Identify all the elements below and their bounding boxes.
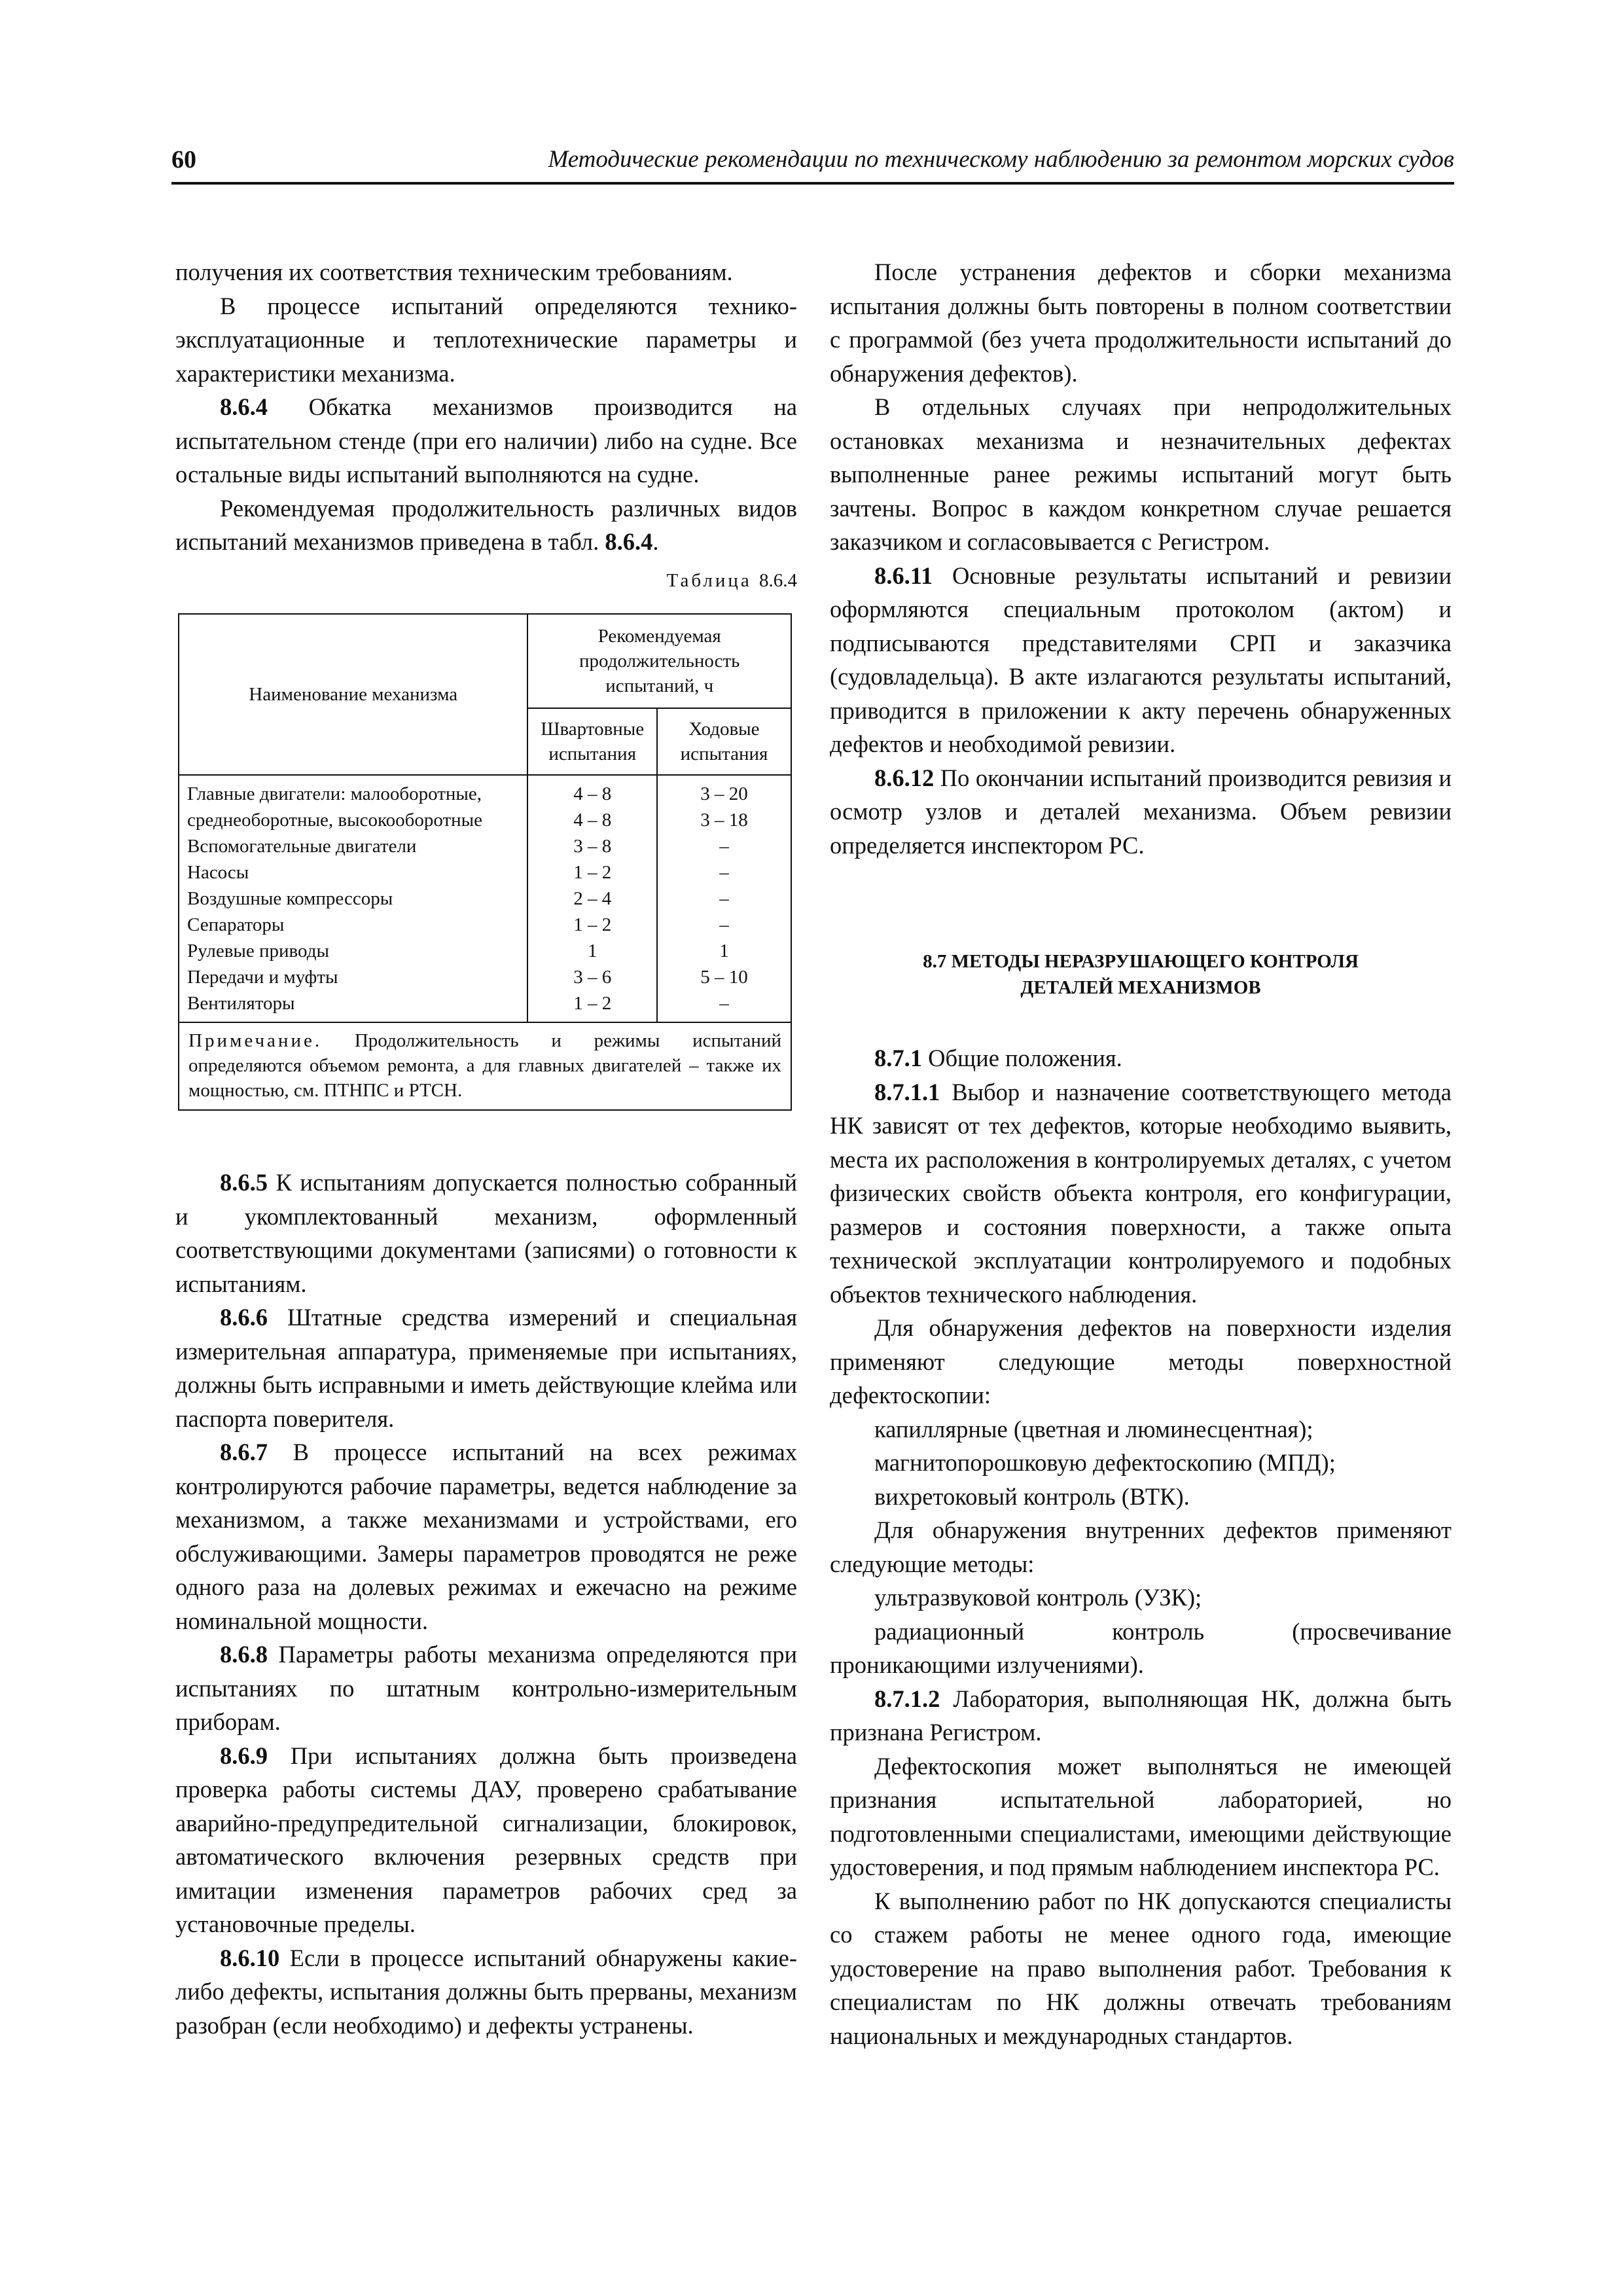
clause-number: 8.7.1.1	[874, 1078, 940, 1105]
table-cell: 3 – 20	[700, 783, 748, 804]
clause-text: Лаборатория, выполняющая НК, должна быть признана Регистром.	[830, 1685, 1452, 1746]
column-header-mechanism: Наименование механизма	[179, 614, 527, 775]
clause-number: 8.6.12	[874, 764, 935, 791]
clause-text: В процессе испытаний на всех режимах контролируются рабочие параметры, ведется наблюдение за механизмом, а также механизмами и устройствами, его обслуживающими. Замеры параметров проводятся не реже одного раза на долевых режимах и ежечасно на режиме номинальной мощности.	[175, 1439, 797, 1634]
table-cell: –	[719, 914, 729, 935]
paragraph-8-6-9	[175, 1739, 797, 1941]
paragraph-8-6-11	[830, 559, 1452, 761]
paragraph: В процессе испытаний определяются технико-эксплуатационные и теплотехнические параметры и характеристики механизма.	[175, 292, 797, 387]
table-cell: Вентиляторы	[187, 993, 295, 1014]
table-note	[179, 1022, 791, 1110]
list-item: радиационный контроль (просвечивание проникающими излучениями).	[830, 1617, 1452, 1678]
paragraph: После устранения дефектов и сборки механизма испытания должны быть повторены в полном соответствии с программой (без учета продолжительности испытаний до обнаружения дефектов).	[830, 259, 1452, 387]
paragraph-8-7-1-1	[830, 1075, 1452, 1312]
clause-text: К испытаниям допускается полностью собранный и укомплектованный механизм, оформленный соответствующими документами (записями) о готовности к испытаниям.	[175, 1169, 797, 1297]
mooring-values-cell	[527, 775, 657, 1022]
table-cell: 3 – 18	[700, 810, 748, 831]
table-reference: 8.6.4	[605, 528, 653, 555]
list-item: вихретоковый контроль (ВТК).	[874, 1482, 1190, 1510]
paragraph-8-6-5	[175, 1166, 797, 1300]
table-cell: –	[719, 836, 729, 857]
table-cell: 1 – 2	[573, 914, 612, 935]
table-cell: 2 – 4	[573, 888, 612, 909]
clause-number: 8.7.1.2	[874, 1685, 940, 1712]
paragraph-8-6-10	[175, 1941, 797, 2043]
table-cell: 3 – 6	[573, 967, 612, 988]
clause-number: 8.6.11	[874, 562, 933, 589]
clause-number: 8.6.10	[220, 1944, 280, 1971]
column-header-mooring: Швартовные испытания	[527, 708, 657, 775]
table-cell: –	[719, 862, 729, 883]
list-item: магнитопорошковую дефектоскопию (МПД);	[874, 1449, 1336, 1476]
paragraph-8-7-1	[830, 1041, 1452, 1075]
page-header	[171, 143, 1454, 185]
table-cell: Насосы	[187, 862, 249, 883]
table-cell: 4 – 8	[573, 783, 612, 804]
list-item: ультразвуковой контроль (УЗК);	[874, 1584, 1202, 1611]
table-cell: Передачи и муфты	[187, 967, 338, 988]
table-cell: –	[719, 993, 729, 1014]
table-cell: 1 – 2	[573, 862, 612, 883]
clause-number: 8.6.7	[220, 1439, 268, 1465]
clause-text: Общие положения.	[922, 1045, 1122, 1071]
paragraph-8-6-6	[175, 1300, 797, 1435]
paragraph: Для обнаружения дефектов на поверхности изделия применяют следующие методы поверхностной дефектоскопии:	[830, 1314, 1452, 1408]
table-cell: 3 – 8	[573, 836, 612, 857]
clause-text: По окончании испытаний производится ревизия и осмотр узлов и деталей механизма. Объем ревизии определяется инспектором РС.	[830, 764, 1452, 859]
punctuation: .	[652, 528, 659, 555]
clause-text: Штатные средства измерений и специальная измерительная аппаратура, применяемые при испытаниях, должны быть исправными и иметь действующие клейма или паспорта поверителя.	[175, 1304, 797, 1432]
section-title-line: 8.7 МЕТОДЫ НЕРАЗРУШАЮЩЕГО КОНТРОЛЯ	[923, 951, 1359, 972]
paragraph: Дефектоскопия может выполняться не имеющей признания испытательной лабораторией, но подготовленными специалистами, имеющими действующие удостоверения, и под прямым наблюдением инспектора РС.	[830, 1752, 1452, 1880]
table-cell: 1	[719, 941, 729, 961]
left-column	[175, 255, 797, 2042]
table-cell: среднеоборотные, высокооборотные	[187, 810, 483, 831]
right-column	[830, 255, 1452, 2053]
paragraph	[175, 492, 797, 559]
clause-text: Основные результаты испытаний и ревизии оформляются специальным протоколом (актом) и подписываются представителями СРП и заказчика (судовладельца). В акте излагаются результаты испытаний, приводится в приложении к акту перечень обнаруженных дефектов и необходимой ревизии.	[830, 562, 1452, 757]
clause-text: Выбор и назначение соответствующего метода НК зависят от тех дефектов, которые необходимо выявить, места их расположения в контролируемых деталях, с учетом физических свойств объекта контроля, его конфигурации, размеров и состояния поверхности, а также опыта технической эксплуатации контролируемого и подобных объектов технического наблюдения.	[830, 1078, 1452, 1308]
clause-number: 8.7.1	[874, 1045, 922, 1071]
clause-text: При испытаниях должна быть произведена проверка работы системы ДАУ, проверено срабатывание аварийно-предупредительной сигнализации, блокировок, автоматического включения резервных средств при имитации изменения параметров рабочих сред за установочные пределы.	[175, 1742, 797, 1937]
clause-number: 8.6.6	[220, 1304, 268, 1331]
table-cell: 5 – 10	[700, 967, 748, 988]
table-cell: Главные двигатели: малооборотные,	[187, 783, 482, 804]
page-number: 60	[171, 146, 196, 173]
paragraph-text: Рекомендуемая продолжительность различных видов испытаний механизмов приведена в табл.	[175, 494, 797, 555]
clause-number: 8.6.4	[220, 393, 268, 420]
clause-text: Параметры работы механизма определяются при испытаниях по штатным контрольно-измерительным приборам.	[175, 1641, 797, 1735]
mechanism-names-cell	[179, 775, 527, 1022]
sea-values-cell	[657, 775, 791, 1022]
clause-text: Если в процессе испытаний обнаружены какие-либо дефекты, испытания должны быть прерваны, механизм разобран (если необходимо) и дефекты устранены.	[175, 1944, 797, 2039]
paragraph-8-6-8	[175, 1638, 797, 1739]
paragraph-8-6-7	[175, 1435, 797, 1638]
note-text: Продолжительность и режимы испытаний определяются объемом ремонта, а для главных двигателей – также их мощностью, см. ПТНПС и РТСН.	[188, 1030, 781, 1101]
table-cell: Сепараторы	[187, 914, 285, 935]
clause-number: 8.6.5	[220, 1169, 268, 1196]
running-title: Методические рекомендации по техническому наблюдению за ремонтом морских судов	[548, 146, 1454, 173]
paragraph-8-6-4	[175, 390, 797, 492]
clause-number: 8.6.8	[220, 1641, 268, 1668]
clause-text: Обкатка механизмов производится на испытательном стенде (при его наличии) либо на судне. Все остальные виды испытаний выполняются на судне.	[175, 393, 797, 488]
table-cell: 1	[587, 941, 597, 961]
table-cell: –	[719, 888, 729, 909]
paragraph: В отдельных случаях при непродолжительных остановках механизма и незначительных дефектах выполненные ранее режимы испытаний могут быть зачтены. Вопрос в каждом конкретном случае решается заказчиком и согласовывается с Регистром.	[830, 393, 1452, 555]
table-cell: Воздушные компрессоры	[187, 888, 393, 909]
clause-number: 8.6.9	[220, 1742, 268, 1769]
column-header-group: Рекомендуемая продолжительность испытаний, ч	[527, 614, 791, 708]
paragraph-8-7-1-2	[830, 1682, 1452, 1749]
table-caption-word: Таблица	[666, 569, 752, 591]
paragraph: К выполнению работ по НК допускаются специалисты со стажем работы не менее одного года, имеющие удостоверение на право выполнения работ. Требования к специалистам по НК должны отвечать требованиям национальных и международных стандартов.	[830, 1887, 1452, 2049]
list-item: капиллярные (цветная и люминесцентная);	[874, 1415, 1313, 1443]
note-label: Примечание.	[188, 1030, 323, 1051]
table-caption	[175, 564, 797, 598]
paragraph: Для обнаружения внутренних дефектов применяют следующие методы:	[830, 1516, 1452, 1577]
section-title-line: ДЕТАЛЕЙ МЕХАНИЗМОВ	[1020, 977, 1261, 998]
table-cell: 4 – 8	[573, 810, 612, 831]
column-header-sea: Ходовые испытания	[657, 708, 791, 775]
table-cell: Вспомогательные двигатели	[187, 836, 417, 857]
table-caption-number: 8.6.4	[759, 569, 797, 591]
section-title	[830, 948, 1452, 1001]
paragraph: получения их соответствия техническим требованиям.	[175, 259, 733, 285]
table-cell: 1 – 2	[573, 993, 612, 1014]
table-cell: Рулевые приводы	[187, 941, 329, 961]
paragraph-8-6-12	[830, 761, 1452, 863]
mechanism-test-duration-table	[178, 613, 792, 1111]
